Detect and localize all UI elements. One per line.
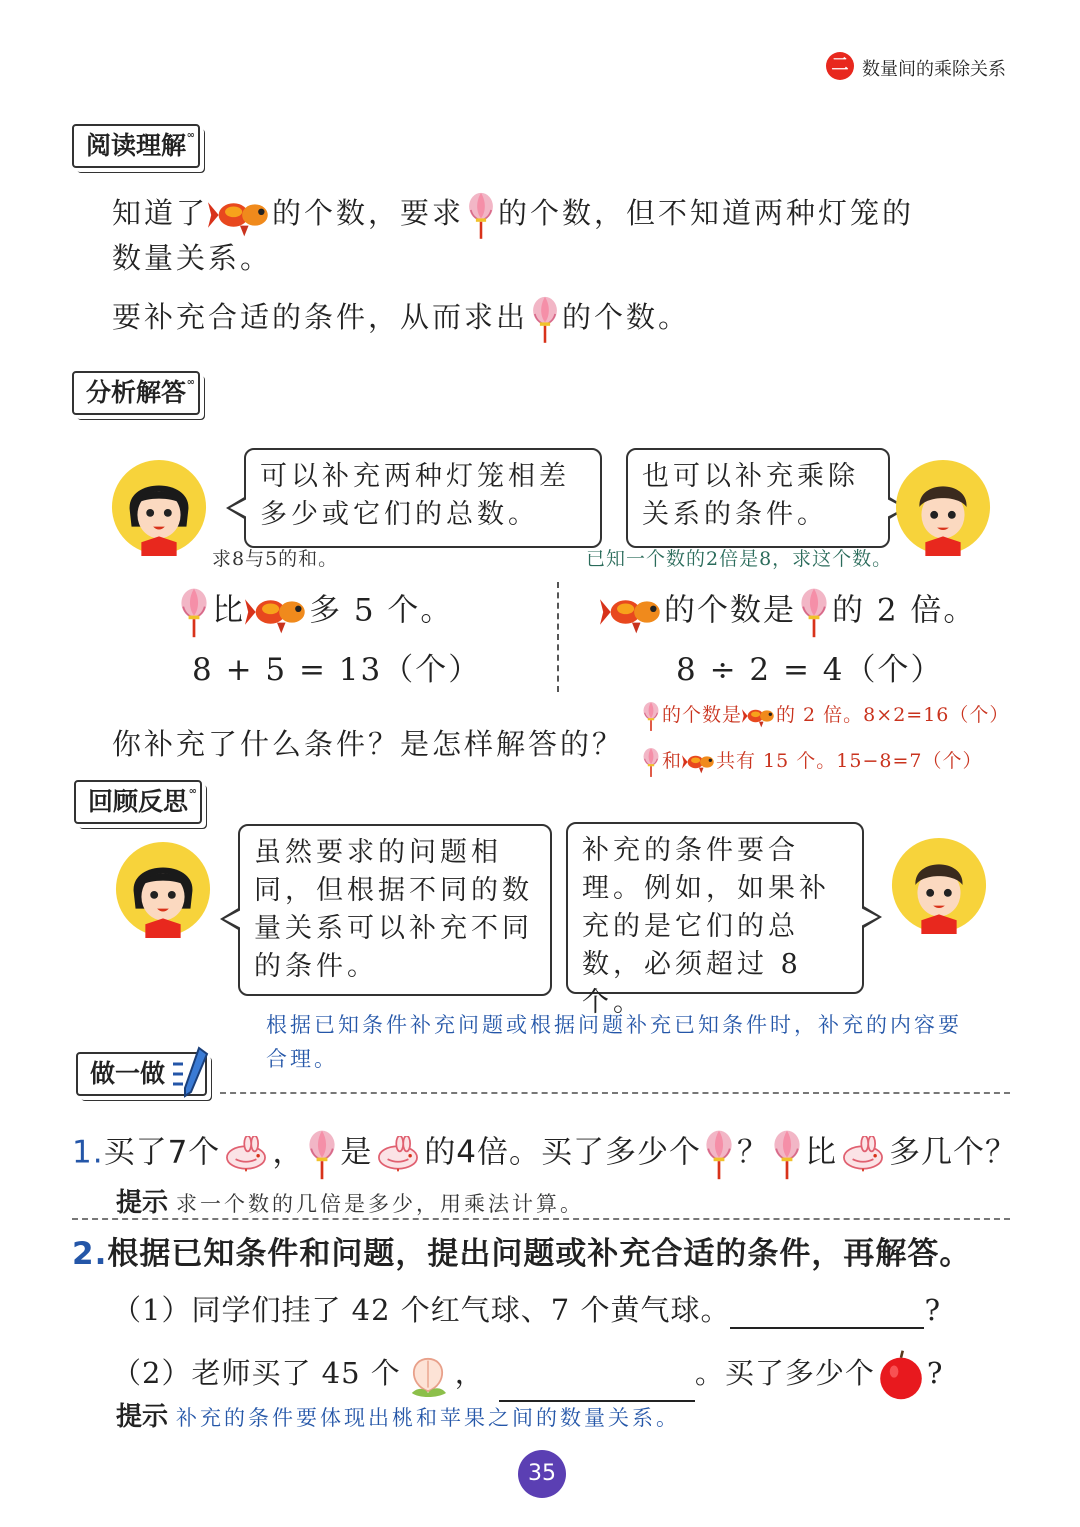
section-review-label: 回顾反思 ∞	[74, 780, 202, 824]
pencil-icon	[169, 1046, 209, 1102]
lotus-lantern-icon	[528, 292, 562, 346]
review-girl-bubble: 虽然要求的问题相同，但根据不同的数量关系可以补充不同的条件。	[238, 824, 552, 996]
analyze-note-left: 求8与5的和。	[212, 548, 339, 570]
lotus-lantern-icon	[701, 1126, 737, 1182]
chapter-title: 数量间的乘除关系	[862, 59, 1006, 80]
boy-avatar	[894, 458, 992, 556]
question-divider	[72, 1218, 1010, 1220]
goldfish-lantern-icon	[682, 750, 716, 774]
question-2: 2.根据已知条件和问题，提出问题或补充合适的条件，再解答。	[72, 1236, 972, 1272]
goldfish-lantern-icon	[208, 192, 272, 238]
analyze-question: 你补充了什么条件？是怎样解答的？	[112, 727, 625, 761]
chapter-badge: 二	[826, 52, 854, 80]
section-practice-label: 做一做	[76, 1052, 207, 1096]
section-read-label: 阅读理解 ∞	[72, 124, 200, 168]
answer-line-2: 和 共有 15 个。15−8=7（个）	[640, 746, 982, 778]
goldfish-lantern-icon	[600, 589, 664, 635]
page-number: 35	[518, 1450, 566, 1498]
lotus-lantern-icon	[769, 1126, 805, 1182]
lotus-lantern-icon	[640, 700, 662, 732]
question-1: 1.买了7个 ， 是 的4倍。买了多少个 ？ 比 多几个？	[72, 1126, 1017, 1182]
answer-blank-1[interactable]	[730, 1297, 924, 1329]
lotus-lantern-icon	[796, 584, 832, 640]
practice-divider	[220, 1092, 1010, 1094]
rabbit-lantern-icon	[837, 1136, 889, 1172]
analyze-note-right: 已知一个数的2倍是8，求这个数。	[586, 548, 893, 570]
question-2-1: （1）同学们挂了 42 个红气球、7 个黄气球。 ?	[112, 1293, 942, 1327]
apple-icon	[875, 1349, 927, 1401]
question-2-2: （2）老师买了 45 个 ， 。买了多少个 ?	[112, 1348, 943, 1402]
right-condition: 的个数是 的 2 倍。	[600, 584, 976, 640]
rabbit-lantern-icon	[372, 1136, 424, 1172]
girl-avatar	[110, 458, 208, 556]
left-condition: 比 多 5 个。	[176, 584, 453, 640]
lotus-lantern-icon	[464, 188, 498, 242]
section-analyze-label: 分析解答 ∞	[72, 371, 200, 415]
analyze-boy-bubble: 也可以补充乘除关系的条件。	[626, 448, 890, 548]
answer-line-1: 的个数是 的 2 倍。8×2=16（个）	[640, 700, 1009, 732]
question-2-hint: 提示 补充的条件要体现出桃和苹果之间的数量关系。	[116, 1402, 681, 1432]
goldfish-lantern-icon	[245, 589, 309, 635]
read-line-3: 要补充合适的条件，从而求出 的个数。	[112, 292, 690, 346]
question-1-hint: 提示 求一个数的几倍是多少，用乘法计算。	[116, 1188, 585, 1218]
right-equation: 8 ÷ 2 = 4（个）	[676, 652, 944, 688]
read-line-2: 数量关系。	[112, 241, 273, 275]
left-equation: 8 + 5 = 13（个）	[192, 652, 482, 688]
analyze-girl-bubble: 可以补充两种灯笼相差多少或它们的总数。	[244, 448, 602, 548]
peach-icon	[401, 1348, 455, 1402]
girl-avatar	[114, 840, 212, 938]
divider-vertical	[557, 582, 559, 692]
lotus-lantern-icon	[640, 746, 662, 778]
rabbit-lantern-icon	[220, 1136, 272, 1172]
lotus-lantern-icon	[176, 584, 212, 640]
review-boy-bubble: 补充的条件要合理。例如，如果补充的是它们的总数，必须超过 8 个。	[566, 822, 864, 994]
boy-avatar	[890, 836, 988, 934]
read-line-1: 知道了 的个数，要求 的个数，但不知道两种灯笼的	[112, 188, 914, 242]
lotus-lantern-icon	[304, 1126, 340, 1182]
goldfish-lantern-icon	[742, 704, 776, 728]
review-note: 根据已知条件补充问题或根据问题补充已知条件时，补充的内容要合理。	[266, 1013, 962, 1071]
